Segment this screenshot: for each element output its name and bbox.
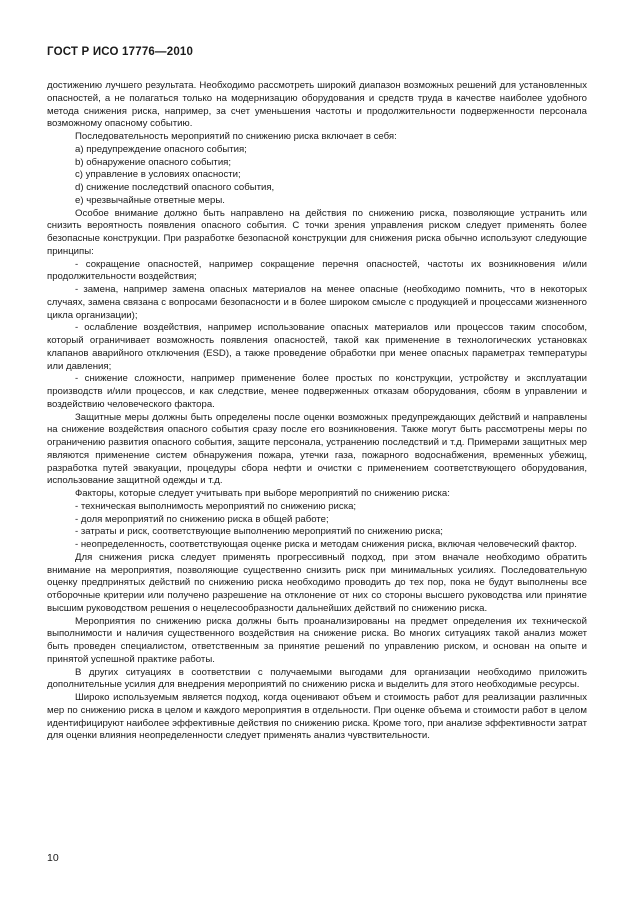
paragraph: - сокращение опасностей, например сокращение перечня опасностей, частоты их возникновения и/или продолжительности воздействия; — [47, 258, 587, 283]
paragraph: c) управление в условиях опасности; — [75, 169, 241, 181]
paragraph: а) предупреждение опасного события; — [75, 143, 247, 155]
paragraph: Мероприятия по снижению риска должны быть проанализированы на предмет определения их технической выполнимости и наличия существенного воздействия на снижение риска. Во многих ситуациях такой анализ может быть проведен специалистом, ответственным за принятие решений по управлению риском, и основан на опыте и принятой успешной практике работы. — [47, 615, 587, 665]
paragraph: d) снижение последствий опасного события, — [75, 182, 275, 193]
paragraph: - затраты и риск, соответствующие выполнению мероприятий по снижению риска; — [75, 526, 443, 538]
paragraph: достижению лучшего результата. Необходимо рассмотреть широкий диапазон возможных решений для установленных опасностей, а не полагаться только на модернизацию оборудования и средств труда в качестве наиболее удобного метода снижения риска, например, за счет уменьшения частоты и продолжительности подверженности персонала возможному опасному событию. — [47, 80, 587, 130]
document-header: ГОСТ Р ИСО 17776—2010 — [47, 46, 194, 58]
paragraph: - неопределенность, соответствующая оценке риска и методам снижения риска, включая человеческий фактор. — [75, 539, 577, 550]
paragraph: Факторы, которые следует учитывать при выборе мероприятий по снижению риска: — [75, 488, 450, 499]
paragraph: - снижение сложности, например применение более простых по конструкции, устройству и эксплуатации производств и/или процессов, и как следствие, менее подверженных отказам оборудования, сбоям в управлении и воздействию человеческого фактора. — [47, 373, 587, 410]
paragraph: b) обнаружение опасного события; — [75, 156, 232, 168]
paragraph: Для снижения риска следует применять прогрессивный подход, при этом вначале необходимо обратить внимание на мероприятия, позволяющие существенно снизить риск при минимальных усилиях. Последовательную оценку предпринятых действий по снижению риска необходимо проводить до тех пор, пока не будут выполнены все отборочные критерии или получено разрешение на отклонение от них со стороны высшего руководства или принятие высшим руководством решения о нецелесообразности дальнейших действий по снижению риска. — [47, 551, 587, 614]
paragraph: - замена, например замена опасных материалов на менее опасные (необходимо помнить, что в некоторых случаях, замена связана с вопросами безопасности и в более широком смысле с продукцией и процессами жизненного цикла организации); — [47, 284, 587, 321]
paragraph: - техническая выполнимость мероприятий по снижению риска; — [75, 500, 357, 512]
paragraph: Широко используемым является подход, когда оценивают объем и стоимость работ для реализации различных мер по снижению риска в целом и каждого мероприятия в отдельности. При оценке объема и стоимости работ в целом идентифицируют наиболее эффективные действия по снижению риска. Кроме того, при анализе эффективности затрат для оценки влияния неопределенности следует применять анализ чувствительности. — [47, 692, 587, 742]
paragraph: Особое внимание должно быть направлено на действия по снижению риска, позволяющие устранить или снизить вероятность появления опасного события. С точки зрения управления риском следует применять более безопасные конструкции. При разработке безопасной конструкции для снижения риска обычно используют следующие принципы: — [47, 207, 587, 257]
document-body — [47, 80, 587, 743]
paragraph: Защитные меры должны быть определены после оценки возможных предупреждающих действий и направлены на снижение воздействия опасного события сразу после его возникновения. Также могут быть рассмотрены меры по ограничению развития опасного события, защите персонала, устранению последствий и т.д. Примерами защитных мер являются применение систем обнаружения пожара, утечки газа, пожарного водоснабжения, временных убежищ, разработка путей эвакуации, процедуры сбора нефти и очистки с применением соответствующего оборудования, использование защитной одежды и т.д. — [47, 411, 587, 487]
paragraph: Последовательность мероприятий по снижению риска включает в себя: — [75, 131, 397, 142]
page-number: 10 — [47, 852, 59, 864]
paragraph: e) чрезвычайные ответные меры. — [75, 194, 225, 206]
paragraph: - доля мероприятий по снижению риска в общей работе; — [75, 513, 329, 525]
paragraph: - ослабление воздействия, например использование опасных материалов или процессов таким способом, который ограничивает возможность появления опасностей, такой как применение в технологических установках клапанов аварийного отключения (ESD), а также проведение обработки при менее опасных параметрах температуры или давления; — [47, 322, 587, 372]
paragraph: В других ситуациях в соответствии с получаемыми выгодами для организации необходимо приложить дополнительные усилия для внедрения мероприятий по снижению риска и выделить для этого необходимые ресурсы. — [47, 666, 587, 691]
